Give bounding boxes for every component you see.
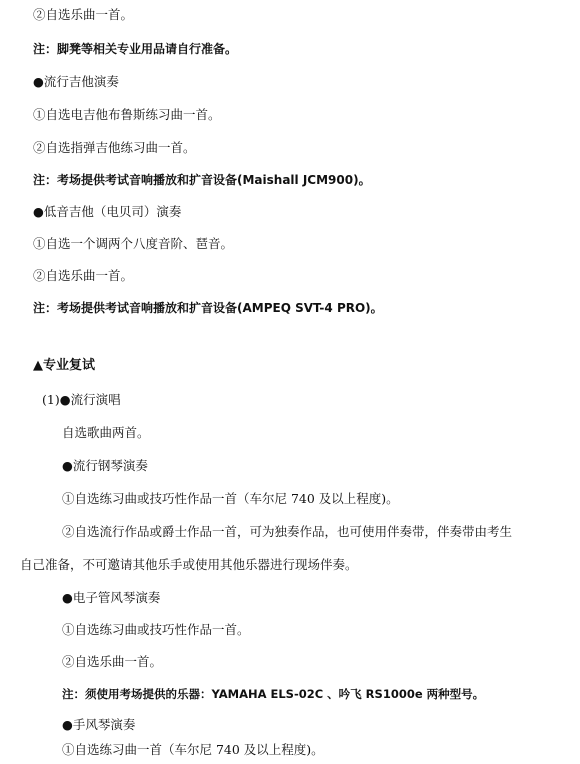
subsection-heading: ●手风琴演奏 [62,717,136,732]
text-line: ②自选流行作品或爵士作品一首，可为独奏作品，也可使用伴奏带，伴奏带由考生 [62,524,513,539]
note-line: 注：考场提供考试音响播放和扩音设备(AMPEQ SVT-4 PRO)。 [33,301,383,315]
note-line: 注：脚凳等相关专业用品请自行准备。 [33,42,238,56]
subsection-heading: ●流行钢琴演奏 [62,458,148,473]
subsection-heading: (1)●流行演唱 [42,392,121,407]
text-line: ①自选电吉他布鲁斯练习曲一首。 [33,107,221,122]
text-line: ②自选乐曲一首。 [33,268,134,283]
note-line: 注：须使用考场提供的乐器：YAMAHA ELS-02C 、吟飞 RS1000e 两种型号。 [62,687,485,701]
text-line: ②自选乐曲一首。 [33,7,134,22]
subsection-heading: ●电子管风琴演奏 [62,590,161,605]
text-line: ②自选乐曲一首。 [62,654,163,669]
text-line: ①自选练习曲或技巧性作品一首（车尔尼 740 及以上程度)。 [62,491,399,506]
text-line: ①自选练习曲一首（车尔尼 740 及以上程度)。 [62,742,324,757]
subsection-heading: ●流行吉他演奏 [33,74,119,89]
section-heading: ▲专业复试 [33,358,95,373]
text-line: 自己准备，不可邀请其他乐手或使用其他乐器进行现场伴奏。 [20,557,358,572]
subsection-heading: ●低音吉他（电贝司）演奏 [33,204,182,219]
text-line: 自选歌曲两首。 [62,425,150,440]
text-line: ①自选练习曲或技巧性作品一首。 [62,622,250,637]
text-line: ①自选一个调两个八度音阶、琶音。 [33,236,234,251]
text-line: ②自选指弹吉他练习曲一首。 [33,140,196,155]
note-line: 注：考场提供考试音响播放和扩音设备(Maishall JCM900)。 [33,173,371,187]
